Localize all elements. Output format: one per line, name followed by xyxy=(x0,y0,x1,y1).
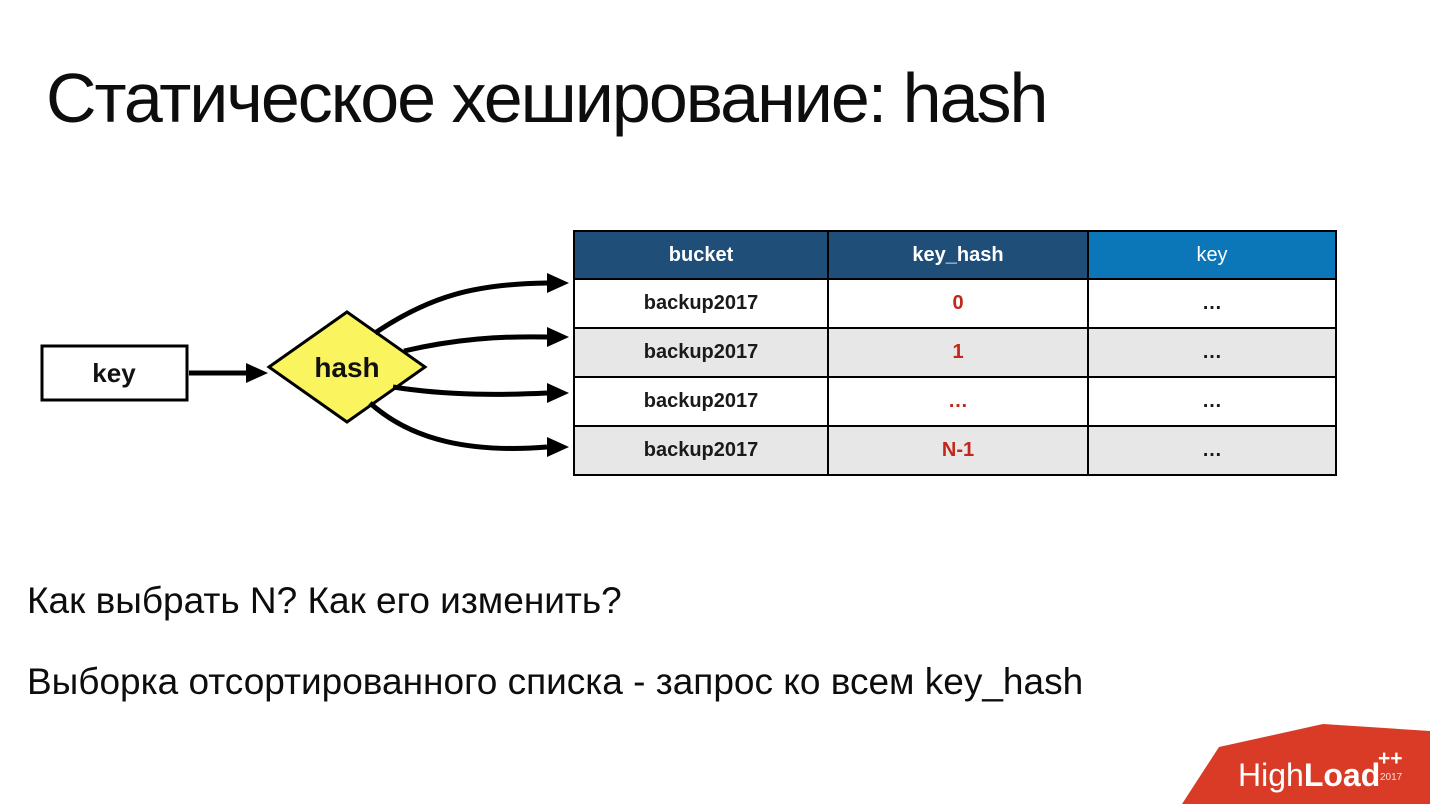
arrowhead-icon xyxy=(547,327,569,347)
statement-line: Выборка отсортированного списка - запрос ко всем key_hash xyxy=(27,661,1084,702)
table-row xyxy=(574,377,1336,426)
arrowhead-icon xyxy=(547,383,569,403)
cell-bucket: backup2017 xyxy=(574,328,828,377)
cell-key: … xyxy=(1088,328,1336,377)
bucket-table xyxy=(573,230,1337,476)
logo-word-load: Load xyxy=(1303,757,1381,793)
bucket-table-container xyxy=(573,230,1337,476)
cell-key: … xyxy=(1088,377,1336,426)
table-row xyxy=(574,328,1336,377)
hash-diamond-label: hash xyxy=(314,352,380,383)
hash-flow-diagram xyxy=(0,200,600,500)
arrowhead-icon xyxy=(246,363,268,383)
cell-key-hash: N-1 xyxy=(828,426,1088,475)
cell-bucket: backup2017 xyxy=(574,426,828,475)
column-header-key: key xyxy=(1088,231,1336,279)
cell-key-hash: … xyxy=(828,377,1088,426)
table-header-row xyxy=(574,231,1336,279)
table-row xyxy=(574,279,1336,328)
logo-year: 2017 xyxy=(1380,772,1403,783)
hash-to-row4-arrow xyxy=(370,403,547,448)
hash-to-row3-arrow xyxy=(393,387,547,394)
highload-logo xyxy=(1170,715,1430,804)
column-header-bucket: bucket xyxy=(574,231,828,279)
hash-to-row2-arrow xyxy=(404,337,547,351)
cell-key-hash: 1 xyxy=(828,328,1088,377)
column-header-key-hash: key_hash xyxy=(828,231,1088,279)
logo-plus-plus: ++ xyxy=(1378,747,1403,770)
cell-key-hash: 0 xyxy=(828,279,1088,328)
key-box-label: key xyxy=(92,358,136,388)
logo-word-high: High xyxy=(1238,757,1304,793)
table-row xyxy=(574,426,1336,475)
hash-to-row1-arrow xyxy=(375,283,547,333)
slide-title: Статическое хеширование: hash xyxy=(46,59,1047,137)
arrowhead-icon xyxy=(547,273,569,293)
arrowhead-icon xyxy=(547,437,569,457)
cell-key: … xyxy=(1088,426,1336,475)
cell-bucket: backup2017 xyxy=(574,377,828,426)
logo-wordmark xyxy=(1238,757,1380,793)
cell-bucket: backup2017 xyxy=(574,279,828,328)
question-line: Как выбрать N? Как его изменить? xyxy=(27,580,622,621)
cell-key: … xyxy=(1088,279,1336,328)
